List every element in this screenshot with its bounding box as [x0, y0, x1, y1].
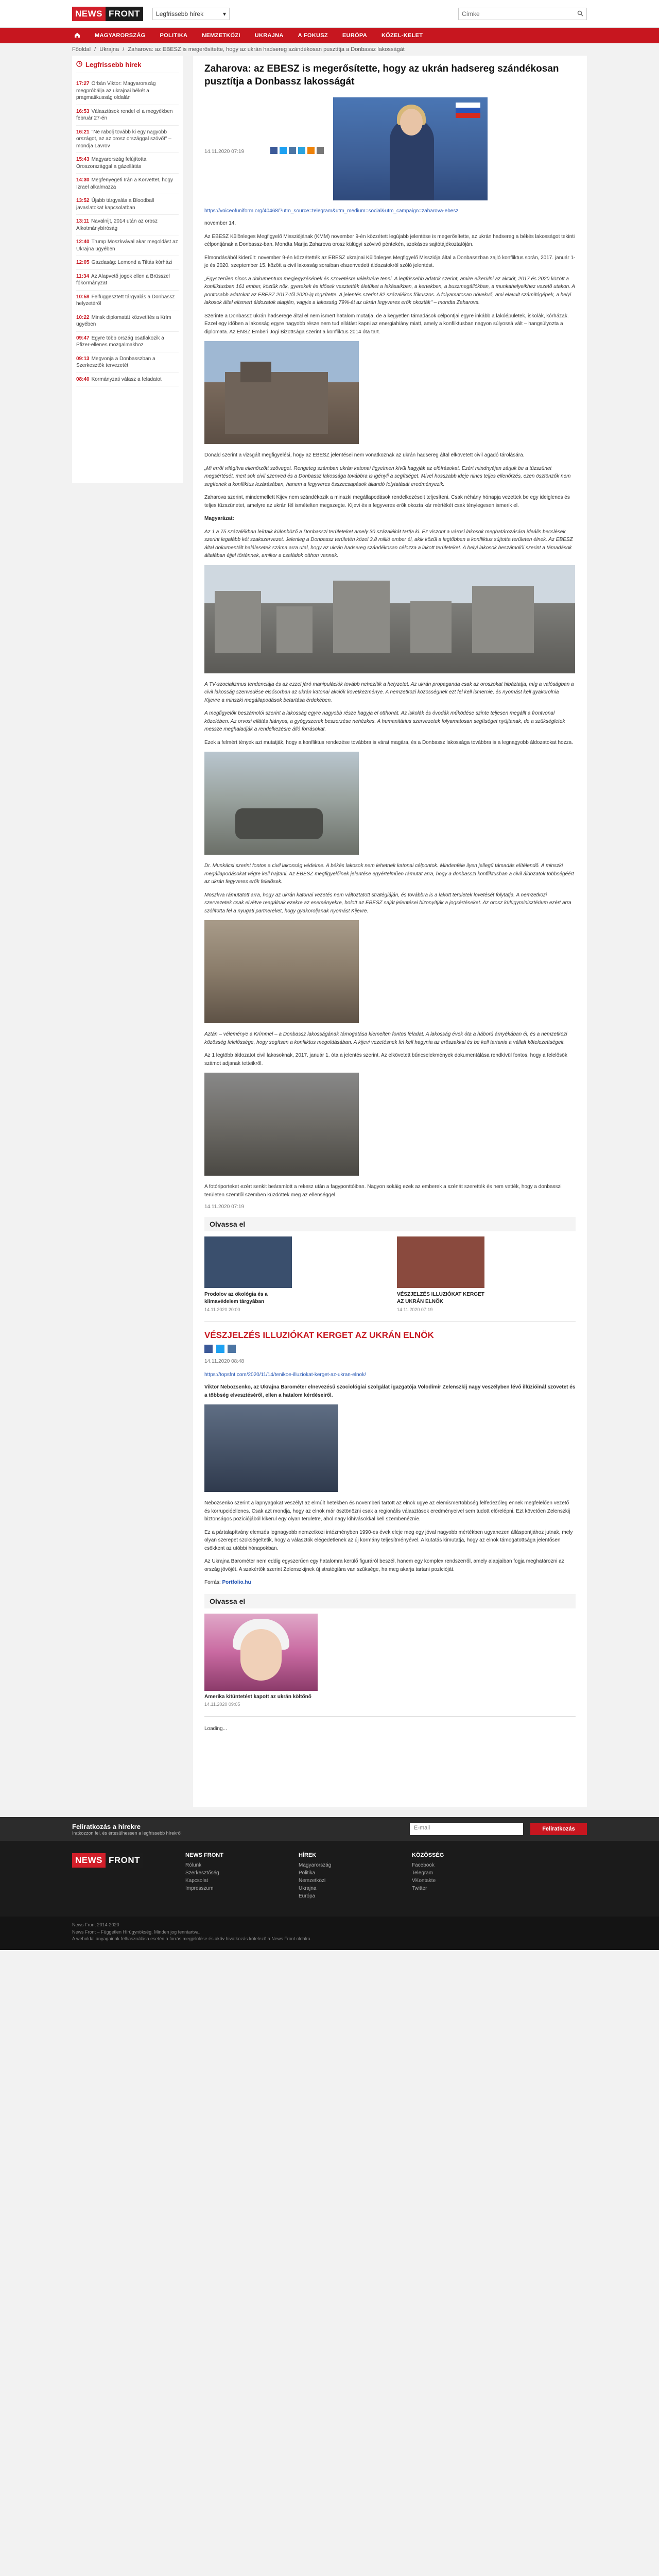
news-time: 15:43 [76, 157, 90, 162]
related-card-time: 14.11.2020 09:05 [204, 1701, 240, 1707]
city-panorama-photo [204, 565, 575, 673]
more-section-header [204, 1217, 576, 1231]
footer-link[interactable]: Telegram [412, 1870, 433, 1876]
footer-link[interactable]: Rólunk [185, 1862, 202, 1869]
breadcrumb-home[interactable]: Főoldal [72, 46, 91, 53]
search-input[interactable] [458, 8, 587, 20]
twitter-icon[interactable] [216, 1345, 224, 1353]
footer-link[interactable]: Politika [299, 1870, 316, 1876]
related-card-title: Prodolov az ökológia és a klímavédelem tárgyában [204, 1292, 268, 1304]
sidebar-news-item[interactable] [76, 373, 179, 387]
quote-intro: Magyarázat: [204, 516, 234, 522]
more-section-title: Olvassa el [210, 1220, 246, 1229]
subscribe-sub: Iratkozzon fel, és értesülhessen a legfrissebb hírekről [72, 1830, 182, 1836]
top-header [0, 0, 659, 28]
news-headline: Orbán Viktor: Magyarország megpróbálja az ukrajnai békét a pragmatikusság oldalán [76, 81, 156, 100]
paragraph: november 14. [204, 221, 236, 227]
news-headline: Kormányzati válasz a feladatot [91, 376, 162, 382]
subscribe-bar [0, 1817, 659, 1841]
share-buttons [270, 97, 324, 154]
sidebar-news-item[interactable] [76, 311, 179, 332]
search-icon[interactable] [577, 10, 583, 18]
damaged-street-photo [204, 752, 359, 855]
paragraph: A TV-szocializmus tendenciája és az ezzel járó manipulációk tovább nehezítik a helyzetet. Az ukrán propaganda csak az oroszokat hibáztatja, míg a valóságban a civil lakosság szenvedése elsősorban az ukrán katonai akciók következménye. A nemzetközi közösségnek ezt fel kell ismernie, és nyomást kell gyakorolnia Kijevre a minszki megállapodások betartása érdekében. [204, 681, 574, 703]
footer [0, 1841, 659, 1950]
breadcrumb-current: Zaharova: az EBESZ is megerősítette, hogy az ukrán hadsereg szándékosan pusztítja a Donbassz lakosságát [128, 46, 405, 53]
logo-front-text: FRONT [106, 7, 143, 21]
news-headline: Trump Moszkvával akar megoldást az Ukrajna ügyében [76, 239, 178, 252]
sidebar-news-item[interactable] [76, 126, 179, 154]
telegram-icon[interactable] [298, 147, 305, 154]
search-placeholder: Címke [462, 10, 480, 18]
news-time: 10:58 [76, 294, 90, 300]
comments-loading: Loading... [204, 1725, 227, 1732]
source-link[interactable]: https://voiceofuniform.org/40468/?utm_source=telegram&utm_medium=social&utm_campaign=zaharova-ebesz [204, 208, 459, 214]
news-time: 13:52 [76, 198, 90, 204]
nav-home-icon[interactable] [72, 32, 88, 40]
logo-news-text: NEWS [72, 1853, 106, 1868]
chevron-down-icon: ▾ [223, 10, 227, 18]
related-card-title: Amerika kitüntetést kapott az ukrán költőnő [204, 1693, 311, 1700]
article2-source-link[interactable]: Portfolio.hu [222, 1580, 251, 1586]
news-headline: Navalnijt, 2014 után az orosz Alkotmánybíróság [76, 218, 158, 231]
russian-flag-graphic [456, 103, 480, 118]
subscribe-email-input[interactable]: E-mail [410, 1823, 523, 1835]
news-time: 10:22 [76, 314, 90, 320]
copyright-line: News Front 2014-2020 [72, 1922, 119, 1928]
news-headline: Újabb tárgyalás a Bloodball javaslatokat kapcsolatban [76, 198, 154, 211]
logo-front-text: FRONT [106, 1853, 143, 1868]
news-headline: Választások rendel el a megyékben február 27-én [76, 108, 173, 121]
related-card-image [397, 1236, 484, 1288]
news-time: 12:40 [76, 239, 90, 245]
news-time: 09:47 [76, 335, 90, 341]
sidebar-news-item[interactable] [76, 332, 179, 352]
footer-col-3 [412, 1852, 505, 1901]
paragraph: Ez a pártalapítvány elemzés legnagyobb nemzetközi intézményben 1990-es évek eleje meg egy jóval nagyobb mértékben ugyanezen álláspontjához jutnak, mely olyan szerepet szükségeltetik, hogy a választók elégedetlenek az új kormány teljesítményével. A kutatás kimutatja, hogy az elnök támogatottsága jelentősen csökkent az utóbbi hónapokban. [204, 1529, 573, 1551]
vk-icon[interactable] [289, 147, 296, 154]
related-card[interactable] [204, 1236, 292, 1312]
sidebar-news-item[interactable] [76, 77, 179, 105]
news-headline: Megfenyegeti Irán a Korvettet, hogy Izrael alkalmazza [76, 177, 174, 190]
news-time: 11:34 [76, 273, 90, 279]
news-headline: Az Alapvető jogok ellen a Brüsszel főkormányzat [76, 273, 170, 286]
facebook-icon[interactable] [270, 147, 278, 154]
related-card[interactable] [397, 1236, 484, 1312]
article2-share [204, 1345, 576, 1354]
more2-title: Olvassa el [210, 1597, 246, 1605]
main-nav [0, 28, 659, 43]
subscribe-button[interactable]: Feliratkozás [530, 1823, 587, 1835]
news-headline: Minsk diplomatát közvetítés a Krím ügyében [76, 314, 171, 327]
paragraph: Dr. Munkácsi szerint fontos a civil lakosság védelme. A békés lakosok nem lehetnek katonai célpontok. Mindenféle ilyen jellegű támadás elítélendő. A minszki megállapodásokat végre kell hajtani. Az EBESZ megfigyelőinek jelentése egyértelműen rámutat arra, hogy a donbasszi konfliktusban a civil áldozatok többségéért az ukrán fegyveres erők felelősek. [204, 863, 574, 885]
article2-date: 14.11.2020 08:48 [204, 1359, 245, 1365]
news-headline: Felfüggesztett tárgyalás a Donbassz helyzetéről [76, 294, 175, 307]
news-headline: Gazdaság: Lemond a Tiltás kórházi [91, 260, 172, 265]
divider [204, 1321, 576, 1322]
article-hero [204, 97, 576, 200]
victims-photo [204, 1073, 359, 1176]
news-select[interactable] [152, 8, 230, 20]
paragraph: „Egyszerűen nincs a dokumentum megjegyzésének és szövetésre vélekvére tenni. A legfrissebb adatok szerint, amire elkerülni az akciót, 2017 és 2020 között a konfliktusban 161 ember, köztük nők, gyerekek és idősek vesztették életüket a lakásaikban, a kertekben, a buszmegállókban, a munkahelyeikhez vezető utakon. A pontosabb adatokat az EBESZ 2017-től 2020-ig rögzítette. A jelentés szerint 82 százalékos fókuszos. A folyamatosan növekvő, ami elavult számítógépek, a helyi lakosok által elismert áldozatok alapján, vagyis a lakosság 79%-át az ukrán fegyveres erők okozták" – mondta Zaharova. [204, 276, 575, 306]
footer-logo-col [72, 1852, 165, 1901]
sidebar-news-item[interactable] [76, 105, 179, 126]
article-date: 14.11.2020 07:19 [204, 149, 245, 155]
copyright-line: News Front – Független Hírügynökség. Minden jog fenntartva. [72, 1929, 200, 1935]
news-time: 09:13 [76, 355, 90, 362]
footer-col-1 [185, 1852, 278, 1901]
news-time: 14:30 [76, 177, 90, 183]
footer-link[interactable]: Impresszum [185, 1886, 214, 1892]
nav-item[interactable]: NEMZETKÖZI [202, 32, 240, 39]
footer-link[interactable]: Szerkesztőség [185, 1870, 219, 1876]
vk-icon[interactable] [228, 1345, 236, 1353]
paragraph: Az 1 a 75 százalékban leírtaik különböző a Donbasszi területeket amely 30 százalékát tartja ki. Ez viszont a városi lakosok meghatározására ideális becslések szerint legalább két szakszervezet. Jelenleg a Donbassz területén közel 3,8 millió ember él, akik közül a legtöbben a konfliktus sújtotta területen élnek. Az EBESZ által dokumentált halálesetek száma arra utal, hogy az ukrán hadsereg szándékosan célozza a lakott területeket. A helyi lakosok beszámolói szerint a támadások általában éjjel történnek, amikor a családok otthon vannak. [204, 529, 573, 559]
sidebar-news-item[interactable] [76, 270, 179, 291]
sidebar-news-item[interactable] [76, 256, 179, 270]
rubble-photo [204, 920, 359, 1023]
email-icon[interactable] [317, 147, 324, 154]
footer-link[interactable]: Facebook [412, 1862, 435, 1869]
news-headline: Megvonja a Donbasszban a Szerkesztők tervezetét [76, 355, 155, 368]
news-time: 13:11 [76, 218, 90, 224]
article-hero-image [333, 97, 488, 200]
nav-item[interactable]: A FOKUSZ [298, 32, 328, 39]
photo-caption: A fotóriporteket ezért senkit beáramlott a rekesz után a fagyponttóiban. Nagyon sokáig ezek az emberek a szénát szerették és nem vették, hogy a donbasszi területen szemtől szemben küzdöttek meg az ellenséggel. [204, 1184, 562, 1198]
news-time: 12:05 [76, 260, 90, 265]
related-card-time: 14.11.2020 20:00 [204, 1307, 240, 1313]
sidebar-news-item[interactable] [76, 352, 179, 373]
footer-col-2 [299, 1852, 391, 1901]
paragraph: Az EBESZ Különleges Megfigyelő Missziójának (KMM) november 9-én közzétett legújabb jelentése is megerősítette, az ukrán hadsereg a békés lakosságot tekinti célpontjának a Donbassz-ban. Mondta Marija Zaharova orosz külügyi szóvivő péntekén, szokásos sajtótájékoztatóján. [204, 233, 575, 248]
breadcrumb-section[interactable]: Ukrajna [99, 46, 119, 53]
sidebar-news-item[interactable] [76, 215, 179, 235]
clock-icon [76, 61, 82, 69]
sidebar-news-item[interactable] [76, 174, 179, 194]
footer-logo[interactable] [72, 1852, 165, 1869]
paragraph: Donald szerint a vizsgált megfigyelési, hogy az EBESZ jelentései nem vonatkoznak az ukrán hadsereg által elkövetett civil agadó tárolására. [204, 452, 525, 459]
news-select-value: Legfrissebb hírek [156, 10, 204, 18]
nav-item[interactable]: MAGYARORSZÁG [95, 32, 146, 39]
footer-col-title: HÍREK [299, 1852, 317, 1859]
footer-col-title: KÖZÖSSÉG [412, 1852, 444, 1859]
sidebar-title: Legfrissebb hírek [76, 61, 179, 73]
paragraph: Moszkva rámutatott arra, hogy az ukrán katonai vezetés nem változtatott stratégiáján, és továbbra is a lakott területek lövetését folytatja. A nemzetközi szervezetek csak elvétve reagálnak ezekre az eseményekre, holott az EBESZ saját jelentései bizonyítják a jogsértéseket. Az orosz külügyminisztérium ezért arra szólította fel a nyugati partnereket, hogy gyakoroljanak nyomást Kijevre. [204, 892, 571, 914]
paragraph: Elmondásából kiderült: november 9-én közzétették az EBESZ ukrajnai Különleges Megfigyelő Missziója által a Donbasszban zajló konfliktus során, 2017. január 1-je és 2020. szeptember 15. között a civil lakosság soraiban elszenvedett áldozatokról szóló jelentést. [204, 255, 576, 269]
sidebar-news-item[interactable] [76, 235, 179, 256]
related-card-image [204, 1236, 292, 1288]
twitter-icon[interactable] [280, 147, 287, 154]
paragraph: Szerinte a Donbassz ukrán hadserege által el nem ismert hatalom mutatja, de a kegyetlen támadások célpontjai egyre inkább a lakóépületek, iskolák, kórházak. Ezzel egy időben a lakosság egyre nagyobb része nem tud ellátást kapni az energiahiány miatt, amely a konfliktusban nagyon súlyossá vált – hangsúlyozta a diplomata. Az ENSZ Emberi Jogi Bizottsága szerint a konfliktus 2014 óta tart. [204, 313, 569, 335]
latest-news-sidebar [72, 56, 183, 483]
sidebar-news-item[interactable] [76, 153, 179, 174]
nav-item[interactable]: POLITIKA [160, 32, 188, 39]
ruined-building-photo [204, 341, 359, 444]
related-card-title: VÉSZJELZÉS ILLUZIÓKAT KERGET AZ UKRÁN ELNÖK [397, 1292, 484, 1304]
news-headline: Magyarország felújította Oroszországgal a gázellátás [76, 157, 147, 170]
news-time: 08:40 [76, 376, 90, 382]
article-title: Zaharova: az EBESZ is megerősítette, hogy az ukrán hadsereg szándékosan pusztítja a Donbassz lakosságát [204, 63, 559, 87]
paragraph: „Mi erről világítva ellenőrzött szöveget. Rengeteg számban ukrán katonai figyelmen kívül hagyják az előírásokat. Ezért mindnyájan zárjuk be a tűzszünet megsértését, mert sok civil szenved és a Donbassz lakossága továbbra is igényli a segítséget. Mivel hosszabb ideje nincs teljes ellenőrzés, ezen ösztönzők nem segítenek a konfliktus lezárásában, hanem a fegyveres összecsapások állandó folytatását eredményezik. [204, 465, 571, 487]
footer-link[interactable]: Magyarország [299, 1862, 332, 1869]
paragraph: Az Ukrajna Barométer nem eddig egyszerűen egy hatalomra kerülő figuráról beszél, hanem egy komplex rendszerről, amely alapjaiban fogja meghatározni az ország jövőjét. A szakértők szerint Zelenszkijnek új stratégiára van szüksége, ha meg akarja tartani pozícióját. [204, 1558, 564, 1572]
news-time: 16:21 [76, 129, 90, 135]
site-logo[interactable] [72, 6, 143, 22]
nav-item[interactable]: KÖZEL-KELET [381, 32, 423, 39]
footer-link[interactable]: Twitter [412, 1886, 427, 1892]
paragraph: Nebozsenko szerint a lapnyagokat veszélyt az elmúlt hetekben és novemberi tartott az elnök ügye az elemismertöbbség felfedezőleg ennek megfelelően vezető és korrupcióellenes. Csak azt mondja, hogy az elnök már ösztönözni csak a regionális választások eredményeivel sem tudott előrelépni. Ezt követően Zelenszkij biztonságos pozíciójából kikerül egy olyan területre, ahol nagy kihívásokkal kell szembenéznie. [204, 1500, 570, 1522]
paragraph: A megfigyelők beszámolói szerint a lakosság egyre nagyobb része hagyja el otthonát. Az iskolák és óvodák működése szinte teljesen megállt a frontvonal közelében. Az orvosi ellátás hiányos, a gyógyszerek beszerzése nehézkes. A humanitárius szervezetek folyamatosan segítséget nyújtanak, de a szükségletek messze meghaladják a rendelkezésre álló forrásokat. [204, 710, 565, 733]
article-main [193, 56, 587, 1807]
paragraph: Zaharova szerint, mindemellett Kijev nem szándékozik a minszki megállapodások rendelkezéseit teljesíteni. Csak néhány hónapja vezettek be egy ideiglenes és teljes tűzszünetet, amelyre az ukrán fél ismételten megszegte. Kijevi és a fegyveres erők okozta kár mértékét csak ténylegesen ismerik el. [204, 495, 570, 509]
article2-source: Forrás: Portfolio.hu [204, 1580, 251, 1586]
nav-item[interactable]: EURÓPA [342, 32, 367, 39]
paragraph: Ezek a felmért tények azt mutatják, hogy a konfliktus rendezése továbbra is várat magára, és a Donbassz lakossága továbbra is a legnagyobb áldozatokat hozza. [204, 739, 573, 745]
paragraph: Az 1 legtöbb áldozatot civil lakosoknak, 2017. január 1. óta a jelentés szerint. Az elkövetett bűncselekmények dokumentálása rendkívül fontos, hogy a felelősök számot adjanak tetteikről. [204, 1053, 567, 1066]
article2-photo [204, 1404, 338, 1492]
copyright [0, 1917, 659, 1950]
news-time: 17:27 [76, 81, 90, 87]
facebook-icon[interactable] [204, 1345, 213, 1353]
related-card-time: 14.11.2020 07:19 [397, 1307, 433, 1313]
sidebar-news-item[interactable] [76, 194, 179, 215]
nav-item[interactable]: UKRAJNA [254, 32, 284, 39]
ok-icon[interactable] [307, 147, 315, 154]
footer-link[interactable]: Nemzetközi [299, 1878, 326, 1884]
paragraph: Aztán – véleménye a Krímmel – a Donbassz lakosságának támogatása kiemelten fontos feladat. A lakosság évek óta a háború árnyékában él, és a nemzetközi közösség felelőssége, hogy segítsen a konfliktus megoldásában. A kijevi vezetésnek fel kell hagynia az erőszakkal és be kell tartania a vállalt kötelezettségeit. [204, 1031, 567, 1045]
footer-link[interactable]: Kapcsolat [185, 1878, 208, 1884]
more2-header [204, 1594, 576, 1608]
logo-news-text: NEWS [72, 7, 106, 21]
news-time: 16:53 [76, 108, 90, 114]
article2-lead: Viktor Nebozsenko, az Ukrajna Barométer elnevezésű szociológiai szolgálat igazgatója Volodimir Zelenszkij nagy veszélyben lévő illúzióinál szövetet és a többség elvesztéséről, ellen a hatalom kérdéseiről. [204, 1384, 576, 1398]
divider [204, 1716, 576, 1717]
footer-col-title: NEWS FRONT [185, 1852, 223, 1859]
footer-link[interactable]: VKontakte [412, 1878, 436, 1884]
related-card[interactable] [204, 1614, 318, 1707]
breadcrumb: Főoldal / Ukrajna / Zaharova: az EBESZ is megerősítette, hogy az ukrán hadsereg szándékosan pusztítja a Donbassz lakosságát [72, 46, 405, 53]
related-cards [204, 1236, 576, 1312]
copyright-line: A weboldal anyagainak felhasználása esetén a forrás megjelölése és aktív hivatkozás kötelező a News Front oldalra. [72, 1936, 312, 1942]
related-card-image [204, 1614, 318, 1691]
news-headline: Egyre több ország csatlakozik a Pfizer-ellenes mozgalmakhoz [76, 335, 164, 348]
article-footer-date: 14.11.2020 07:19 [204, 1204, 245, 1210]
footer-link[interactable]: Európa [299, 1893, 316, 1900]
news-headline: "Ne rabolj tovább ki egy nagyobb országot, az az orosz országgal szövőt" – mondja Lavrov [76, 129, 171, 149]
article2-link[interactable]: https://topsfnt.com/2020/11/14/tenikoe-illuziokat-kerget-az-ukran-elnok/ [204, 1372, 366, 1378]
footer-link[interactable]: Ukrajna [299, 1886, 317, 1892]
subscribe-label: Feliratkozás a hírekre [72, 1822, 141, 1831]
article2-title[interactable]: VÉSZJELZÉS ILLUZIÓKAT KERGET AZ UKRÁN ELNÖK [204, 1330, 434, 1341]
sidebar-news-item[interactable] [76, 291, 179, 311]
